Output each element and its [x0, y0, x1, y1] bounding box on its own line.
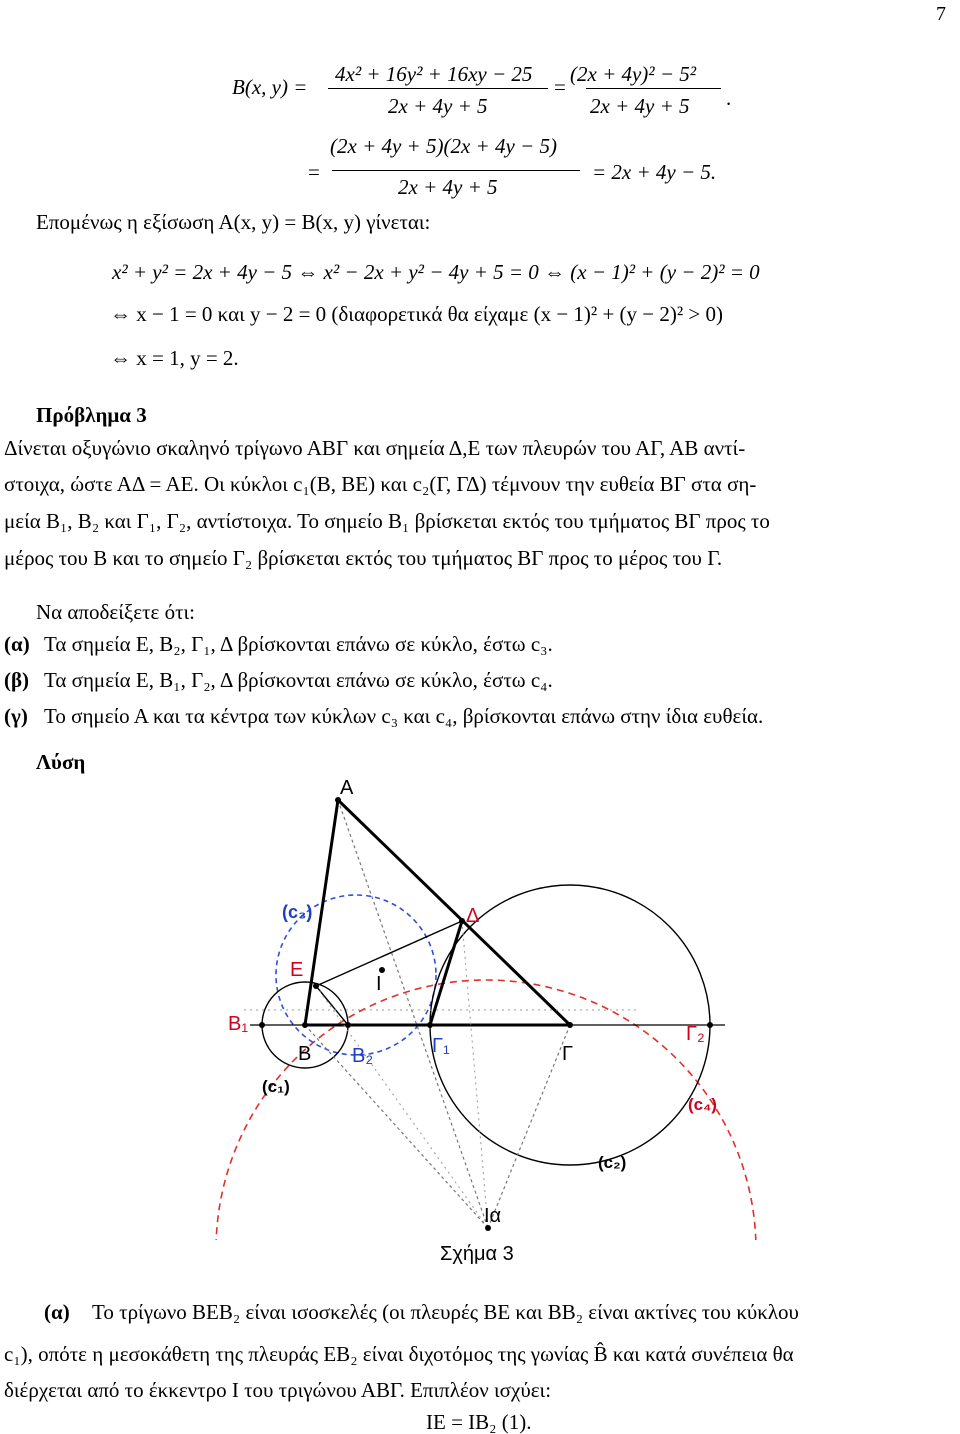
figure-caption: Σχήμα 3 [440, 1243, 514, 1265]
point-g1 [427, 1022, 433, 1028]
item-label-c: (γ) [4, 704, 28, 728]
math-line1-den1: 2x + 4y + 5 [388, 94, 488, 118]
point-d [459, 918, 465, 924]
fraction-bar [586, 88, 721, 89]
math-line6: ⇔ x = 1, y = 2. [110, 346, 239, 370]
item-a-text: Τα σημεία Ε, Β₂, Γ₁, Δ βρίσκονται επάνω σε κύκλο, έστω c₃. [44, 632, 553, 656]
label-b2: B₂ [352, 1045, 374, 1067]
solution-title: Λύση [36, 750, 86, 774]
bisector-a [338, 800, 488, 1228]
side-ac [338, 800, 570, 1025]
point-b [302, 1022, 308, 1028]
label-e: E [290, 959, 304, 981]
item-label-a: (α) [4, 632, 30, 656]
problem-line: μέρος του Β και το σημείο Γ₂ βρίσκεται εκτός του τμήματος ΒΓ προς το μέρος του Γ. [4, 546, 723, 570]
problem-line: στοιχα, ώστε ΑΔ = ΑΕ. Οι κύκλοι c₁(Β, ΒΕ) και c₂(Γ, ΓΔ) τέμνουν την ευθεία ΒΓ στα ση- [4, 472, 757, 496]
math-line5: ⇔ x − 1 = 0 και y − 2 = 0 (διαφορετικά θα είχαμε (x − 1)² + (y − 2)² > 0) [110, 302, 724, 326]
problem-line: Δίνεται οξυγώνιο σκαληνό τρίγωνο ΑΒΓ και σημεία Δ,Ε των πλευρών του ΑΓ, ΑΒ αντί- [4, 436, 746, 460]
label-g1: Γ₁ [432, 1035, 450, 1057]
point-b1 [259, 1022, 265, 1028]
math-line1-lhs: B(x, y) = [232, 75, 308, 99]
perp-line-2 [316, 986, 488, 1228]
item-b-text: Τα σημεία Ε, Β₁, Γ₂, Δ βρίσκονται επάνω σε κύκλο, έστω c₄. [44, 668, 553, 692]
label-b1: B₁ [228, 1013, 249, 1035]
solution-line: Το τρίγωνο ΒΕΒ₂ είναι ισοσκελές (οι πλευρές ΒΕ και ΒΒ₂ είναι ακτίνες του κύκλου [92, 1300, 799, 1324]
solution-item-label-a: (α) [44, 1300, 70, 1324]
label-c2: (c₂) [598, 1153, 627, 1172]
solution-line: ΙΕ = ΙΒ₂ (1). [426, 1410, 532, 1434]
problem-title: Πρόβλημα 3 [36, 403, 147, 427]
circle-c4 [216, 980, 756, 1240]
prove-intro: Να αποδείξετε ότι: [36, 600, 195, 624]
label-ia: Iα [484, 1205, 502, 1227]
math-line1-eq: = [554, 75, 566, 99]
label-i: I [376, 973, 382, 995]
point-g2 [707, 1022, 713, 1028]
point-g [567, 1022, 573, 1028]
math-line3: Επομένως η εξίσωση Α(x, y) = Β(x, y) γίνεται: [36, 210, 431, 234]
perp-line-3 [462, 921, 488, 1228]
math-line2-eq: = [308, 160, 320, 184]
point-b2 [345, 1022, 351, 1028]
item-label-b: (β) [4, 668, 30, 692]
math-line4: x² + y² = 2x + 4y − 5 ⇔ x² − 2x + y² − 4y + 5 = 0 ⇔ (x − 1)² + (y − 2)² = 0 [112, 260, 760, 284]
math-line2-rhs: = 2x + 4y − 5. [592, 160, 717, 184]
math-line1-num2: (2x + 4y)² − 5² [570, 62, 697, 86]
page-number: 7 [936, 3, 946, 25]
label-c4: (c₄) [688, 1095, 717, 1114]
math-line2-den: 2x + 4y + 5 [398, 175, 498, 199]
label-d: Δ [466, 905, 480, 927]
point-e [313, 983, 319, 989]
solution-line: c₁), οπότε η μεσοκάθετη της πλευράς ΕΒ₂ είναι διχοτόμος της γωνίας B̂ και κατά συνέπεια θα [4, 1342, 794, 1366]
geometry-figure [0, 770, 960, 1240]
math-line1-num1: 4x² + 16y² + 16xy − 25 [335, 62, 533, 86]
label-c1: (c₁) [262, 1077, 290, 1096]
label-a: A [340, 777, 354, 799]
solution-line: διέρχεται από το έκκεντρο Ι του τριγώνου ΑΒΓ. Επιπλέον ισχύει: [4, 1378, 552, 1402]
segment-d-g1 [430, 921, 462, 1025]
fraction-bar [332, 170, 580, 171]
fraction-bar [328, 88, 548, 89]
bisector-b [305, 1025, 488, 1228]
label-b: B [298, 1043, 312, 1065]
label-g2: Γ₂ [686, 1023, 705, 1045]
bisector-c [488, 1025, 570, 1228]
label-g: Γ [562, 1043, 574, 1065]
math-line2-num: (2x + 4y + 5)(2x + 4y − 5) [330, 134, 557, 158]
label-c3: (c₃) [282, 902, 313, 922]
item-c-text: Το σημείο Α και τα κέντρα των κύκλων c₃ και c₄, βρίσκονται επάνω στην ίδια ευθεία. [44, 704, 764, 728]
segment-ed [316, 921, 462, 986]
math-line1-dot: . [726, 86, 732, 110]
math-line1-den2: 2x + 4y + 5 [590, 94, 690, 118]
problem-line: μεία Β₁, Β₂ και Γ₁, Γ₂, αντίστοιχα. Το σημείο Β₁ βρίσκεται εκτός του τμήματος ΒΓ προς το [4, 509, 770, 533]
